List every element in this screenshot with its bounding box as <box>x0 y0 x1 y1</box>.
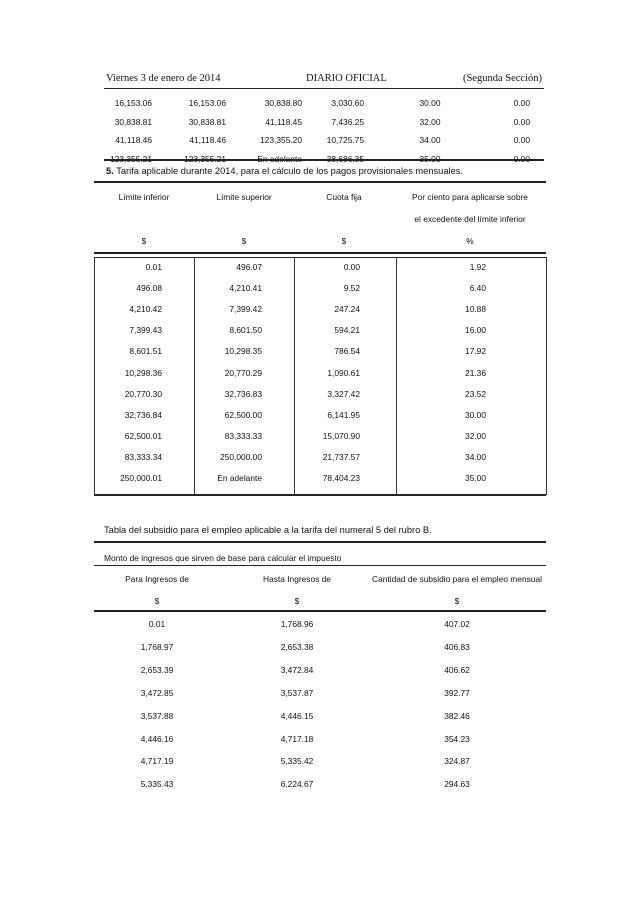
top-table-row-cell: 41,118.46 <box>115 135 152 145</box>
section5-header-rule <box>94 252 546 254</box>
subsidy-top-rule <box>94 541 546 543</box>
s5-row-cell: 30.00 <box>465 409 486 420</box>
s5-row-cell: 496.08 <box>136 283 162 294</box>
sub-unit-1: $ <box>154 596 160 606</box>
header-rule <box>104 88 544 89</box>
s5-header-limite-superior: Límite superior <box>216 192 272 202</box>
subsidy-row-cell: 3,472.85 <box>140 687 174 698</box>
s5-row-cell: 8,601.50 <box>229 325 262 336</box>
s5-row-cell: 32,736.84 <box>124 409 162 420</box>
top-table-row-cell: 10,725.75 <box>326 135 364 145</box>
subsidy-row-cell: 324.87 <box>444 756 470 767</box>
header-publication: DIARIO OFICIAL <box>306 73 387 84</box>
subsidy-row-cell: 4,446.16 <box>140 733 174 744</box>
subsidy-row-cell: 4,717.18 <box>280 733 314 744</box>
section5-top-rule <box>94 181 546 183</box>
s5-row-cell: 10.88 <box>465 304 486 315</box>
s5-row-cell: 23.52 <box>465 388 486 399</box>
s5-row-cell: 1.92 <box>469 262 486 272</box>
s5-vline-1 <box>194 257 195 495</box>
top-table-row-cell: 32.00 <box>419 116 441 127</box>
subsidy-row-cell: 2,653.38 <box>280 641 314 652</box>
sub-header-cantidad: Cantidad de subsidio para el empleo mensual <box>372 574 542 584</box>
section5-header-rule-2 <box>94 257 546 258</box>
s5-row-cell: 10,298.36 <box>124 367 162 378</box>
s5-row-cell: En adelante <box>217 473 262 483</box>
s5-row-cell: 786.54 <box>334 346 360 357</box>
top-table-row-cell: 7,436.25 <box>331 116 364 127</box>
s5-unit-4: % <box>466 236 474 246</box>
s5-row-cell: 1,090.61 <box>327 367 360 378</box>
subsidy-row-cell: 2,653.39 <box>140 664 174 675</box>
top-table-bottom-rule <box>104 159 544 161</box>
header-section: (Segunda Sección) <box>462 73 542 84</box>
subsidy-row-cell: 3,537.87 <box>280 687 314 698</box>
s5-header-cuota-fija: Cuota fija <box>326 192 362 202</box>
top-table-row-cell: 123,355.20 <box>260 135 302 145</box>
subsidy-row-cell: 5,335.42 <box>280 756 314 767</box>
subsidy-row-cell: 3,472.84 <box>280 664 314 675</box>
s5-row-cell: 4,210.42 <box>129 304 162 315</box>
s5-row-cell: 7,399.42 <box>229 304 262 315</box>
top-table-row-cell: 123,355.21 <box>184 153 226 164</box>
subsidy-row-cell: 406.62 <box>444 664 470 675</box>
subsidy-row-cell: 3,537.88 <box>140 710 174 721</box>
s5-row-cell: 34.00 <box>465 451 486 462</box>
subsidy-header-rule <box>94 610 546 612</box>
top-table-row-cell: 0.00 <box>513 98 530 108</box>
s5-row-cell: 21,737.57 <box>322 451 360 462</box>
top-table-row-cell: 38,686.35 <box>326 153 364 164</box>
subsidy-row-cell: 406.83 <box>444 641 470 652</box>
top-table-row-cell: En adelante <box>257 153 302 164</box>
s5-row-cell: 16.00 <box>465 325 486 336</box>
s5-row-cell: 0.00 <box>343 262 360 272</box>
section5-bottom-rule <box>94 494 546 496</box>
s5-row-cell: 3,327.42 <box>327 388 360 399</box>
subsidy-row-cell: 392.77 <box>444 687 470 698</box>
s5-row-cell: 32,736.83 <box>224 388 262 399</box>
top-table-row-cell: 35.00 <box>419 153 441 164</box>
header-date: Viernes 3 de enero de 2014 <box>106 73 221 84</box>
s5-row-cell: 6.40 <box>469 283 486 294</box>
s5-row-cell: 250,000.01 <box>120 473 162 483</box>
s5-row-cell: 62,500.00 <box>224 409 262 420</box>
subsidy-row-cell: 294.63 <box>444 779 470 790</box>
s5-row-cell: 17.92 <box>465 346 486 357</box>
s5-row-cell: 0.01 <box>145 262 162 272</box>
subsidy-row-cell: 4,446.15 <box>280 710 314 721</box>
s5-row-cell: 496.07 <box>236 262 262 272</box>
s5-row-cell: 21.36 <box>465 367 486 378</box>
top-table-row-cell: 30,838.80 <box>264 98 302 108</box>
s5-header-limite-inferior: Límite inferior <box>118 192 170 202</box>
s5-row-cell: 15,070.90 <box>322 430 360 441</box>
s5-row-cell: 4,210.41 <box>229 283 262 294</box>
s5-row-cell: 35.00 <box>465 473 486 483</box>
top-table-row-cell: 3,030.60 <box>331 98 364 108</box>
s5-unit-3: $ <box>341 236 347 246</box>
top-table-row-cell: 16,153.06 <box>188 98 226 108</box>
page-header <box>106 73 542 87</box>
s5-row-cell: 250,000.00 <box>220 451 262 462</box>
s5-row-cell: 247.24 <box>334 304 360 315</box>
section5-number: 5. <box>106 166 114 176</box>
subsidy-row-cell: 407.02 <box>444 619 470 629</box>
sub-header-para: Para Ingresos de <box>125 574 189 584</box>
top-table-row-cell: 123,355.21 <box>110 153 152 164</box>
section5-title <box>106 166 463 176</box>
top-table-row-cell: 34.00 <box>419 135 441 145</box>
s5-row-cell: 10,298.35 <box>224 346 262 357</box>
top-table-row-cell: 0.00 <box>513 135 530 145</box>
subsidy-row-cell: 1,768.97 <box>140 641 174 652</box>
top-table-row-cell: 41,118.45 <box>265 116 302 127</box>
subsidy-row-cell: 382.46 <box>444 710 470 721</box>
subsidy-title: Tabla del subsidio para el empleo aplicable a la tarifa del numeral 5 del rubro B. <box>104 525 432 535</box>
s5-row-cell: 6,141.95 <box>327 409 360 420</box>
s5-vline-right <box>546 257 547 495</box>
s5-row-cell: 32.00 <box>465 430 486 441</box>
s5-row-cell: 20,770.29 <box>224 367 262 378</box>
subsidy-row-cell: 0.01 <box>148 619 166 629</box>
s5-row-cell: 9.52 <box>343 283 360 294</box>
top-table-row-cell: 30,838.81 <box>114 116 152 127</box>
subsidy-caption: Monto de ingresos que sirven de base para calcular el impuesto <box>104 553 342 563</box>
s5-header-por-ciento: Por ciento para aplicarse sobre <box>412 192 528 202</box>
s5-row-cell: 20,770.30 <box>124 388 162 399</box>
subsidy-caption-rule <box>94 565 546 566</box>
s5-unit-1: $ <box>141 236 147 246</box>
top-table-row-cell: 30,838.81 <box>188 116 226 127</box>
s5-row-cell: 8,601.51 <box>129 346 162 357</box>
section5-title-text: Tarifa aplicable durante 2014, para el cálculo de los pagos provisionales mensuales. <box>116 166 463 176</box>
subsidy-row-cell: 1,768.96 <box>280 619 314 629</box>
subsidy-row-cell: 4,717.19 <box>140 756 174 767</box>
top-table-row-cell: 16,153.06 <box>114 98 152 108</box>
s5-row-cell: 83,333.34 <box>124 451 162 462</box>
top-table-row-cell: 0.00 <box>513 116 530 127</box>
subsidy-row-cell: 354.23 <box>444 733 470 744</box>
subsidy-row-cell: 5,335.43 <box>140 779 174 790</box>
sub-unit-2: $ <box>294 596 300 606</box>
s5-row-cell: 62,500.01 <box>124 430 162 441</box>
s5-vline-3 <box>396 257 397 495</box>
s5-vline-2 <box>294 257 295 495</box>
s5-unit-2: $ <box>241 236 247 246</box>
s5-vline-left <box>94 257 95 495</box>
s5-header-por-ciento-line2: el excedente del límite inferior <box>414 214 526 224</box>
subsidy-row-cell: 6,224.67 <box>280 779 314 790</box>
s5-row-cell: 594.21 <box>334 325 360 336</box>
top-table-row-cell: 41,118.46 <box>189 135 226 145</box>
s5-row-cell: 7,399.43 <box>129 325 162 336</box>
s5-row-cell: 83,333.33 <box>224 430 262 441</box>
sub-header-hasta: Hasta Ingresos de <box>263 574 331 584</box>
top-table-row-cell: 30.00 <box>419 98 441 108</box>
sub-unit-3: $ <box>454 596 460 606</box>
s5-row-cell: 78,404.23 <box>322 473 360 483</box>
top-table-row-cell: 0.00 <box>513 153 530 164</box>
